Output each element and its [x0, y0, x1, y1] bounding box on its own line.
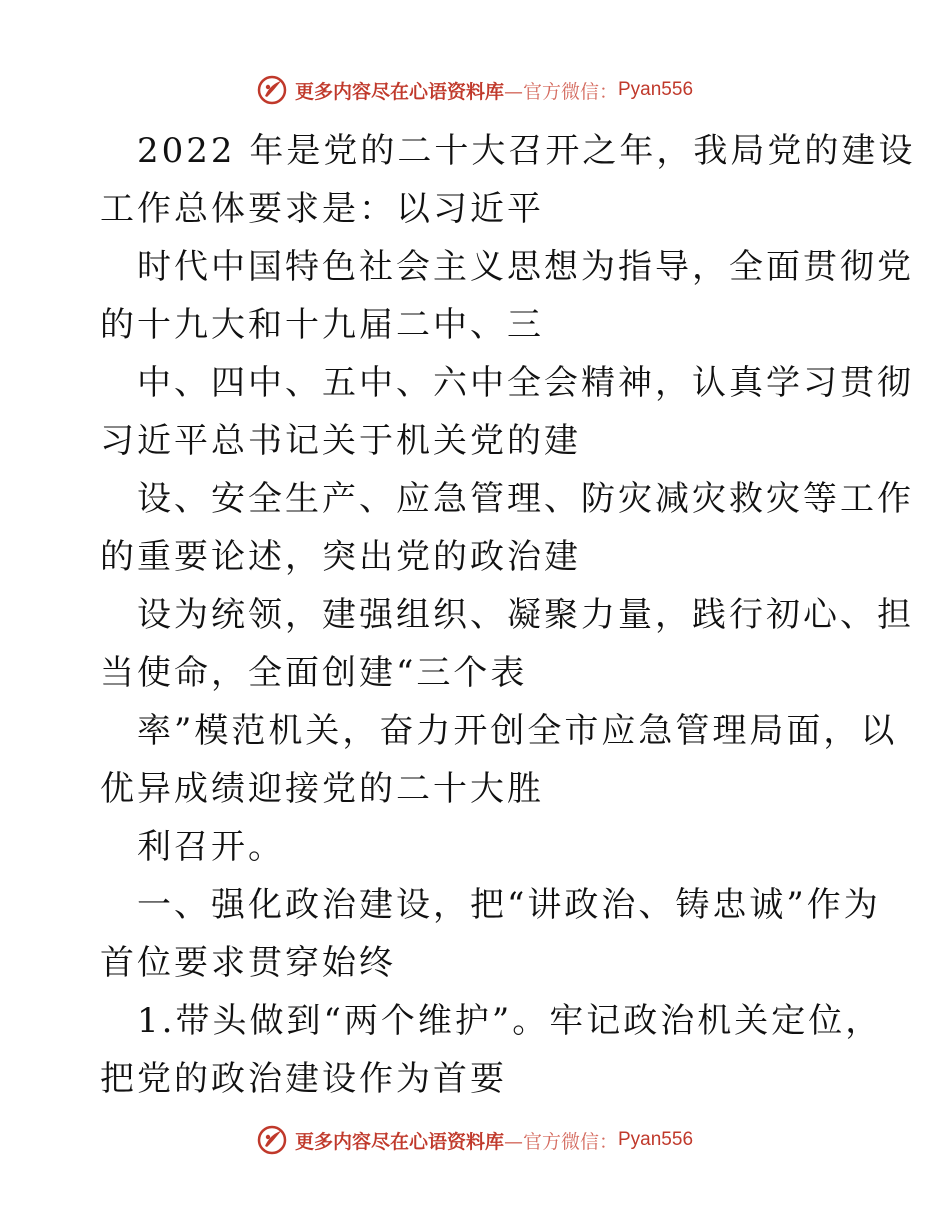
body-line: 当使命，全面创建“三个表 [100, 653, 528, 693]
body-line: 利召开。 [137, 827, 285, 867]
body-line: 优异成绩迎接党的二十大胜 [100, 769, 544, 809]
document-body [100, 122, 916, 1108]
body-line: 设、安全生产、应急管理、防灾减灾救灾等工作 [137, 479, 914, 519]
watermark-handle: Pyan556 [618, 79, 694, 100]
watermark-suffix: —官方微信： [503, 1130, 618, 1153]
watermark-logo-icon [257, 75, 287, 105]
watermark-suffix: —官方微信： [503, 80, 618, 103]
body-line: 工作总体要求是：以习近平 [100, 189, 544, 229]
body-line: 的十九大和十九届二中、三 [100, 305, 544, 345]
body-line: 的重要论述，突出党的政治建 [100, 537, 581, 577]
section-heading: 一、强化政治建设，把“讲政治、铸忠诚”作为 [137, 885, 881, 925]
section-heading-continued: 首位要求贯穿始终 [100, 943, 396, 983]
body-line: 1.带头做到“两个维护”。牢记政治机关定位， [137, 1001, 883, 1041]
body-line: 习近平总书记关于机关党的建 [100, 421, 581, 461]
header-watermark [0, 70, 950, 110]
body-line: 时代中国特色社会主义思想为指导，全面贯彻党 [137, 247, 914, 287]
footer-watermark [0, 1120, 950, 1160]
watermark-handle: Pyan556 [618, 1129, 694, 1150]
body-line: 率”模范机关，奋力开创全市应急管理局面，以 [137, 711, 898, 751]
body-line: 把党的政治建设作为首要 [100, 1059, 507, 1099]
watermark-logo-icon [257, 1125, 287, 1155]
body-line: 设为统领，建强组织、凝聚力量，践行初心、担 [137, 595, 914, 635]
body-line: 2022 年是党的二十大召开之年，我局党的建设 [137, 131, 916, 171]
watermark-text: 更多内容尽在心语资料库 [294, 80, 504, 103]
watermark-text: 更多内容尽在心语资料库 [294, 1130, 504, 1153]
body-line: 中、四中、五中、六中全会精神，认真学习贯彻 [137, 363, 914, 403]
